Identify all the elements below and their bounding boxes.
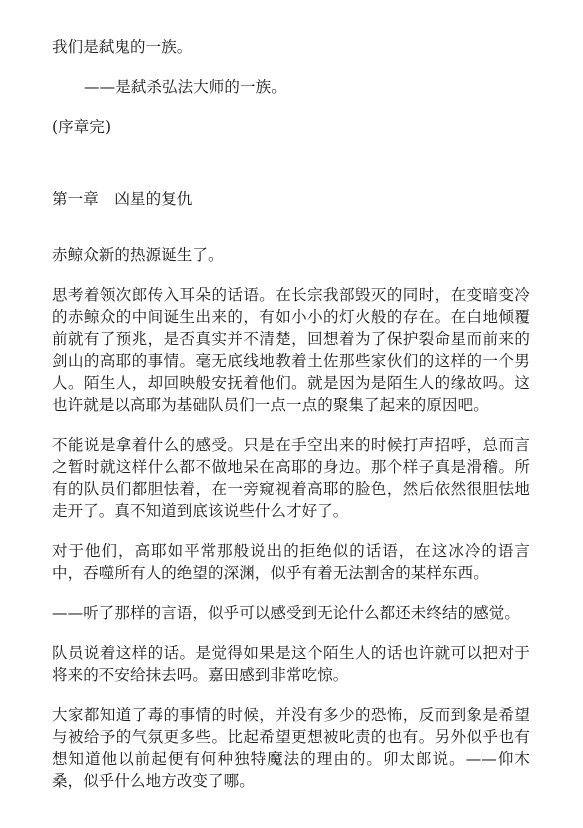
paragraph-6: 队员说着这样的话。是觉得如果是这个陌生人的话也许就可以把对于将来的不安给抹去吗。嘉田感到非常吃惊。 xyxy=(52,644,530,684)
prologue-end-marker: (序章完) xyxy=(52,118,112,136)
prologue-line-2: ——是弑杀弘法大师的一族。 xyxy=(84,78,287,96)
prologue-line-1: 我们是弑鬼的一族。 xyxy=(52,38,193,56)
paragraph-5: ——听了那样的言语，似乎可以感受到无论什么都还未终结的感觉。 xyxy=(52,604,521,622)
paragraph-2: 思考着领次郎传入耳朵的话语。在长宗我部毁灭的同时，在变暗变冷的赤鲸众的中间诞生出来的，有如小小的灯火般的存在。在白地倾覆前就有了预兆，是否真实并不清楚，回想着为了保护裂命星而前来的剑山的高耶的事情。毫无底线地教着土佐那些家伙们的这样的一个男人。陌生人，却回映般安抚着他们。就是因为是陌生人的缘故吗。这也许就是以高耶为基础队员们一点一点的聚集了起来的原因吧。 xyxy=(52,286,530,414)
paragraph-1: 赤鲸众新的热源诞生了。 xyxy=(52,246,224,264)
paragraph-3: 不能说是拿着什么的感受。只是在手空出来的时候打声招呼，总而言之暂时就这样什么都不做地呆在高耶的身边。那个样子真是滑稽。所有的队员们都胆怯着，在一旁窥视着高耶的脸色，然后依然很胆怯地走开了。真不知道到底该说些什么才好了。 xyxy=(52,436,530,520)
chapter-title: 第一章 凶星的复仇 xyxy=(52,190,193,208)
paragraph-7: 大家都知道了毒的事情的时候，并没有多少的恐怖，反而到象是希望与被给予的气氛更多些。比起希望更想被叱责的也有。另外似乎也有想知道他以前起便有何种独特魔法的理由的。卯太郎说。——仰木桑，似乎什么地方改变了哪。 xyxy=(52,706,530,790)
paragraph-4: 对于他们，高耶如平常那般说出的拒绝似的话语，在这冰冷的语言中，吞噬所有人的绝望的深渊，似乎有着无法割舍的某样东西。 xyxy=(52,542,530,582)
